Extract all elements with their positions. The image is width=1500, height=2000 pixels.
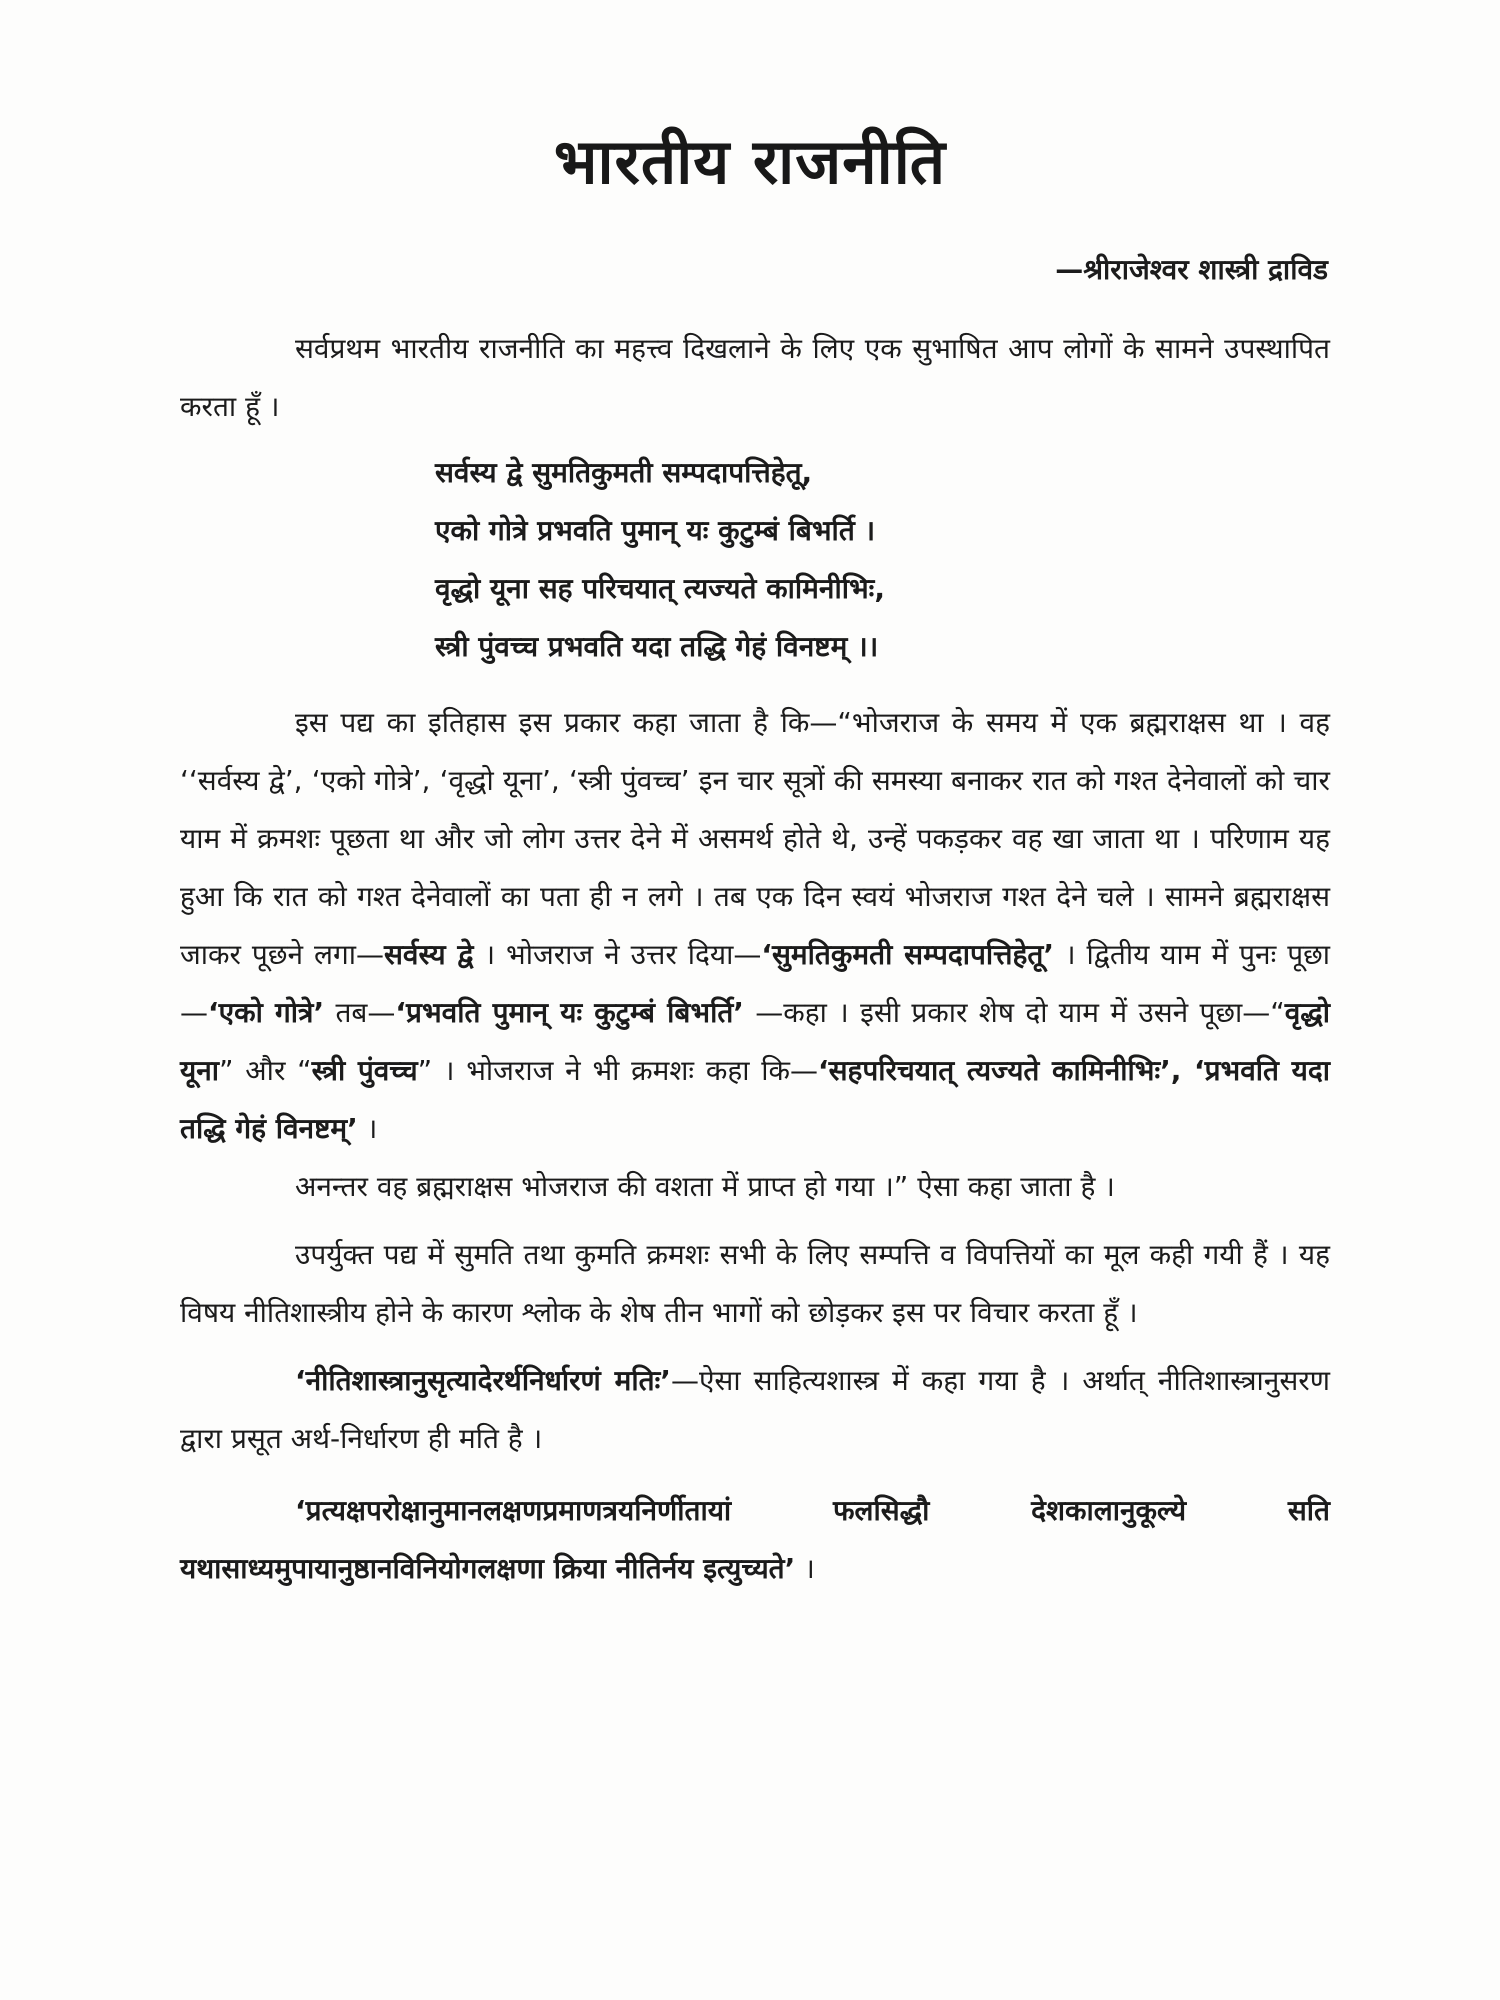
- history-quote: वृद्धो यूना: [180, 996, 1330, 1087]
- history-quote: ‘एको गोत्रे’: [208, 996, 325, 1029]
- niti-quote: ‘प्रत्यक्षपरोक्षानुमानलक्षणप्रमाणत्रयनिर्णीतायां फलसिद्धौ देशकालानुकूल्ये सति यथासाध्यमुपायानुष्ठानविनियोगलक्षणा क्रिया नीतिर्नय इत्युच्यते’: [180, 1494, 1330, 1585]
- mati-text: —ऐसा साहित्यशास्त्र में कहा गया है । अर्थात् नीतिशास्त्रानुसरण द्वारा प्रसूत अर्थ-निर्धारण ही मति है ।: [180, 1364, 1330, 1455]
- intro-paragraph: सर्वप्रथम भारतीय राजनीति का महत्त्व दिखलाने के लिए एक सुभाषित आप लोगों के सामने उपस्थापित करता हूँ ।: [180, 332, 1330, 423]
- history-text: ।: [357, 1112, 378, 1145]
- verse-line: एको गोत्रे प्रभवति पुमान् यः कुटुम्बं बिभर्ति ।: [435, 514, 876, 547]
- mati-paragraph: [180, 1352, 1330, 1468]
- verse-line: सर्वस्य द्वे सुमतिकुमती सम्पदापत्तिहेतू,: [435, 456, 813, 489]
- niti-text: ।: [795, 1552, 815, 1585]
- author-byline: —श्रीराजेश्वर शास्त्री द्राविड: [1055, 253, 1328, 286]
- history-quote: स्त्री पुंवच्च: [311, 1054, 418, 1087]
- history-text: ” और “: [219, 1054, 312, 1087]
- mati-quote: ‘नीतिशास्त्रानुसृत्यादेरर्थनिर्धारणं मतिः’: [295, 1364, 671, 1397]
- history-text: तब—: [324, 996, 396, 1029]
- article-body: [180, 320, 1330, 1598]
- history-text: —कहा । इसी प्रकार शेष दो याम में उसने पूछा—“: [743, 996, 1285, 1029]
- history-quote: ‘सहपरिचयात् त्यज्यते कामिनीभिः’, ‘प्रभवति यदा तद्धि गेहं विनष्टम्’: [180, 1054, 1330, 1145]
- history-text: ” । भोजराज ने भी क्रमशः कहा कि—: [417, 1054, 818, 1087]
- verse-line: स्त्री पुंवच्च प्रभवति यदा तद्धि गेहं विनष्टम् ।।: [435, 630, 879, 663]
- history-text: । भोजराज ने उत्तर दिया—: [473, 938, 762, 971]
- discussion-paragraph: उपर्युक्त पद्य में सुमति तथा कुमति क्रमशः सभी के लिए सम्पत्ति व विपत्तियों का मूल कही गयी हैं । यह विषय नीतिशास्त्रीय होने के कारण श्लोक के शेष तीन भागों को छोड़कर इस पर विचार करता हूँ ।: [180, 1238, 1330, 1329]
- afterwards-paragraph: अनन्तर वह ब्रह्मराक्षस भोजराज की वशता में प्राप्त हो गया ।” ऐसा कहा जाता है ।: [295, 1170, 1115, 1203]
- history-text: इस पद्य का इतिहास इस प्रकार कहा जाता है कि—“भोजराज के समय में एक ब्रह्मराक्षस था । वह ‘‘सर्वस्य द्वे’, ‘एको गोत्रे’, ‘वृद्धो यूना’, ‘स्त्री पुंवच्च’ इन चार सूत्रों की समस्या बनाकर रात को गश्त देनेवालों को चार याम में क्रमशः पूछता था और जो लोग उत्तर देने में असमर्थ होते थे, उन्हें पकड़कर वह खा जाता था । परिणाम यह हुआ कि रात को गश्त देनेवालों का पता ही न लगे । तब एक दिन स्वयं भोजराज गश्त देने चले । सामने ब्रह्मराक्षस जाकर पूछने लगा—: [180, 706, 1330, 971]
- verse-line: वृद्धो यूना सह परिचयात् त्यज्यते कामिनीभिः,: [435, 572, 885, 605]
- page-title: भारतीय राजनीति: [553, 125, 947, 198]
- history-quote: ‘सुमतिकुमती सम्पदापत्तिहेतू’: [761, 938, 1054, 971]
- history-quote: सर्वस्य द्वे: [383, 938, 474, 971]
- niti-paragraph: [180, 1482, 1330, 1598]
- history-text: । द्वितीय याम में पुनः पूछा—: [180, 938, 1330, 1029]
- history-paragraph: [180, 694, 1330, 1158]
- history-quote: ‘प्रभवति पुमान् यः कुटुम्बं बिभर्ति’: [395, 996, 744, 1029]
- verse-block: [435, 444, 1330, 676]
